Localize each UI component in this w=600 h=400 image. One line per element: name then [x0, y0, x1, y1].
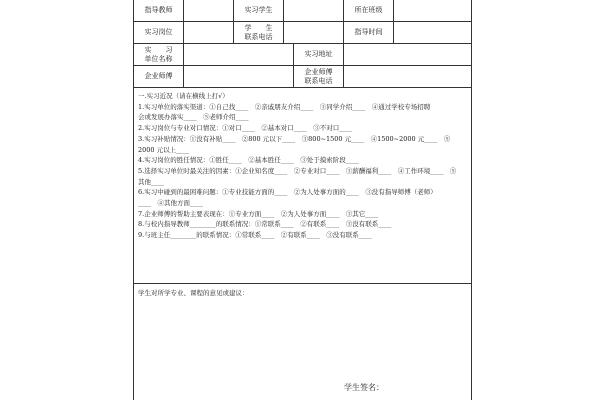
survey-line[interactable]: 7.企业师傅的帮助主要表现在：①专业方面____ ②为人处事方面____ ③其它____ — [138, 209, 379, 218]
survey-line[interactable]: 6.实习中碰到的最困难问题：①专业技能方面的____ ②为人处事方面的____ ③没有指导师傅（老师） — [138, 188, 437, 197]
value-guide-time[interactable] — [394, 22, 471, 43]
survey-line[interactable]: 其他____ — [138, 177, 164, 186]
label-student-phone: 学 生 联系电话 — [234, 22, 284, 43]
survey-title: 一.实习近况（请在横线上打√） — [138, 92, 229, 100]
suggestion-label: 学生对所学专业、课程的意见或建议： — [138, 289, 249, 297]
value-student-phone[interactable] — [284, 22, 344, 43]
survey-line[interactable]: 1.实习单位的落实渠道：①自己找____ ②亲戚朋友介绍____ ③同学介绍____ ④通过学校专场招聘 — [138, 102, 431, 111]
label-company-name: 实 习 单位名称 — [134, 44, 184, 65]
label-mentor: 企业师傅 — [134, 66, 184, 87]
header-row-2 — [134, 22, 471, 44]
value-mentor[interactable] — [184, 66, 294, 87]
value-class[interactable] — [394, 0, 471, 21]
header-row-4 — [134, 66, 471, 88]
internship-survey-section — [134, 88, 471, 284]
survey-line[interactable]: 5.选择实习单位时最关注的因素：①企业知名度____ ②专业对口____ ③薪酬福利____ ④工作环境____ ⑤ — [138, 166, 457, 175]
value-company-name[interactable] — [184, 44, 294, 65]
label-mentor-phone: 企业师傅 联系电话 — [294, 66, 344, 87]
label-position: 实习岗位 — [134, 22, 184, 43]
value-student[interactable] — [284, 0, 344, 21]
survey-line[interactable]: 2.实习岗位与专业对口情况：①对口____ ②基本对口____ ③不对口____ — [138, 124, 353, 133]
value-position[interactable] — [184, 22, 234, 43]
survey-line[interactable]: 会或发展办落实____ ⑤老师介绍____ — [138, 113, 249, 122]
survey-line[interactable]: 4.实习岗位的胜任情况：①胜任____ ②基本胜任____ ③处于摸索阶段____ — [138, 156, 359, 165]
survey-line[interactable]: ____ ④其他方面____ — [138, 199, 203, 208]
value-mentor-phone[interactable] — [344, 66, 471, 87]
value-address[interactable] — [344, 44, 471, 65]
label-guide-time: 指导时间 — [344, 22, 394, 43]
internship-form-sheet — [133, 0, 472, 400]
value-guide-teacher[interactable] — [184, 0, 234, 21]
survey-line[interactable]: 3.实习补贴情况：①没有补贴____ ②800 元以下____ ③800~1500 元____ ④1500~2000 元____ ⑤ — [138, 134, 451, 143]
survey-line[interactable]: 2000 元以上____ — [138, 145, 190, 154]
survey-line[interactable]: 9.与班主任________的联系情况：①常联系____ ②有联系____ ③没有联系____ — [138, 231, 372, 240]
label-address: 实习地址 — [294, 44, 344, 65]
label-class: 所在班级 — [344, 0, 394, 21]
survey-line[interactable]: 8.与校内指导教师________的联系情况：①常联系____ ②有联系____ ③没有联系____ — [138, 220, 392, 229]
header-row-1 — [134, 0, 471, 22]
header-row-3 — [134, 44, 471, 66]
label-student: 实习学生 — [234, 0, 284, 21]
student-signature-label: 学生签名： — [344, 383, 384, 392]
suggestion-section[interactable] — [134, 284, 471, 400]
label-guide-teacher: 指导教师 — [134, 0, 184, 21]
